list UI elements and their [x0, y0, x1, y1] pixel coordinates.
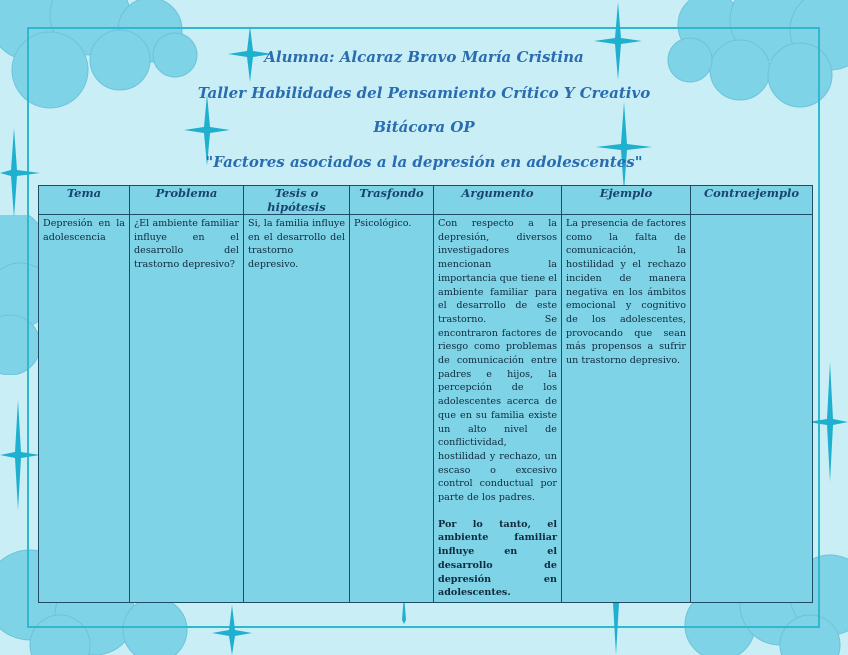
- column-header-trasfondo: Trasfondo: [350, 186, 434, 215]
- cell-trasfondo: [350, 215, 434, 603]
- document-type: Bitácora OP: [373, 118, 475, 136]
- topic-title: "Factores asociados a la depresión en adolescentes": [205, 153, 643, 171]
- column-header-contraejemplo: Contraejemplo: [691, 186, 813, 215]
- table-row: [39, 215, 813, 603]
- tema-text: Depresión en la adolescencia: [43, 218, 125, 243]
- argumento-text: Con respecto a la depresión, diversos investigadores mencionan la importancia que tiene el ambiente familiar para el desarrollo de este trastorno. Se encontraron factores de riesgo como problemas de comunicación entre padres e hijos, la percepción de los adolescentes acerca de que en su familia existe un alto nivel de conflictividad, hostilidad y rechazo, un escaso o excesivo control conductual por parte de los padres.: [438, 218, 557, 504]
- course-title: Taller Habilidades del Pensamiento Crítico Y Creativo: [197, 84, 651, 102]
- column-header-tesis: Tesis o hipótesis: [244, 186, 350, 215]
- trasfondo-text: Psicológico.: [354, 218, 412, 229]
- four-point-star-icon: [808, 362, 848, 482]
- ejemplo-text: La presencia de factores como la falta de comunicación, la hostilidad y el rechazo inciden de manera negativa en los ámbitos emocional y cognitivo de los adolescentes, provocando que sean más propensos a sufrir un trastorno depresivo.: [566, 218, 686, 367]
- cell-argumento: [434, 215, 562, 603]
- table-header-row: [39, 186, 813, 215]
- column-header-tema: Tema: [39, 186, 130, 215]
- four-point-star-icon: [0, 400, 40, 510]
- four-point-star-icon: [212, 605, 252, 655]
- four-point-star-icon: [594, 2, 642, 80]
- problema-text: ¿El ambiente familiar influye en el desarrollo del trastorno depresivo?: [134, 218, 239, 271]
- student-name: Alumna: Alcaraz Bravo María Cristina: [264, 48, 584, 66]
- column-header-argumento: Argumento: [434, 186, 562, 215]
- bitacora-table: [38, 185, 813, 603]
- cell-tema: [39, 215, 130, 603]
- argumento-conclusion: Por lo tanto, el ambiente familiar influye en el desarrollo de depresión en adolescentes.: [438, 518, 557, 599]
- tesis-text: Si, la familia influye en el desarrollo del trastorno depresivo.: [248, 218, 345, 271]
- column-header-ejemplo: Ejemplo: [562, 186, 691, 215]
- cell-tesis: [244, 215, 350, 603]
- cell-contraejemplo: [691, 215, 813, 603]
- cell-problema: [130, 215, 244, 603]
- cell-ejemplo: [562, 215, 691, 603]
- four-point-star-icon: [0, 128, 40, 218]
- four-point-star-icon: [596, 102, 652, 192]
- column-header-problema: Problema: [130, 186, 244, 215]
